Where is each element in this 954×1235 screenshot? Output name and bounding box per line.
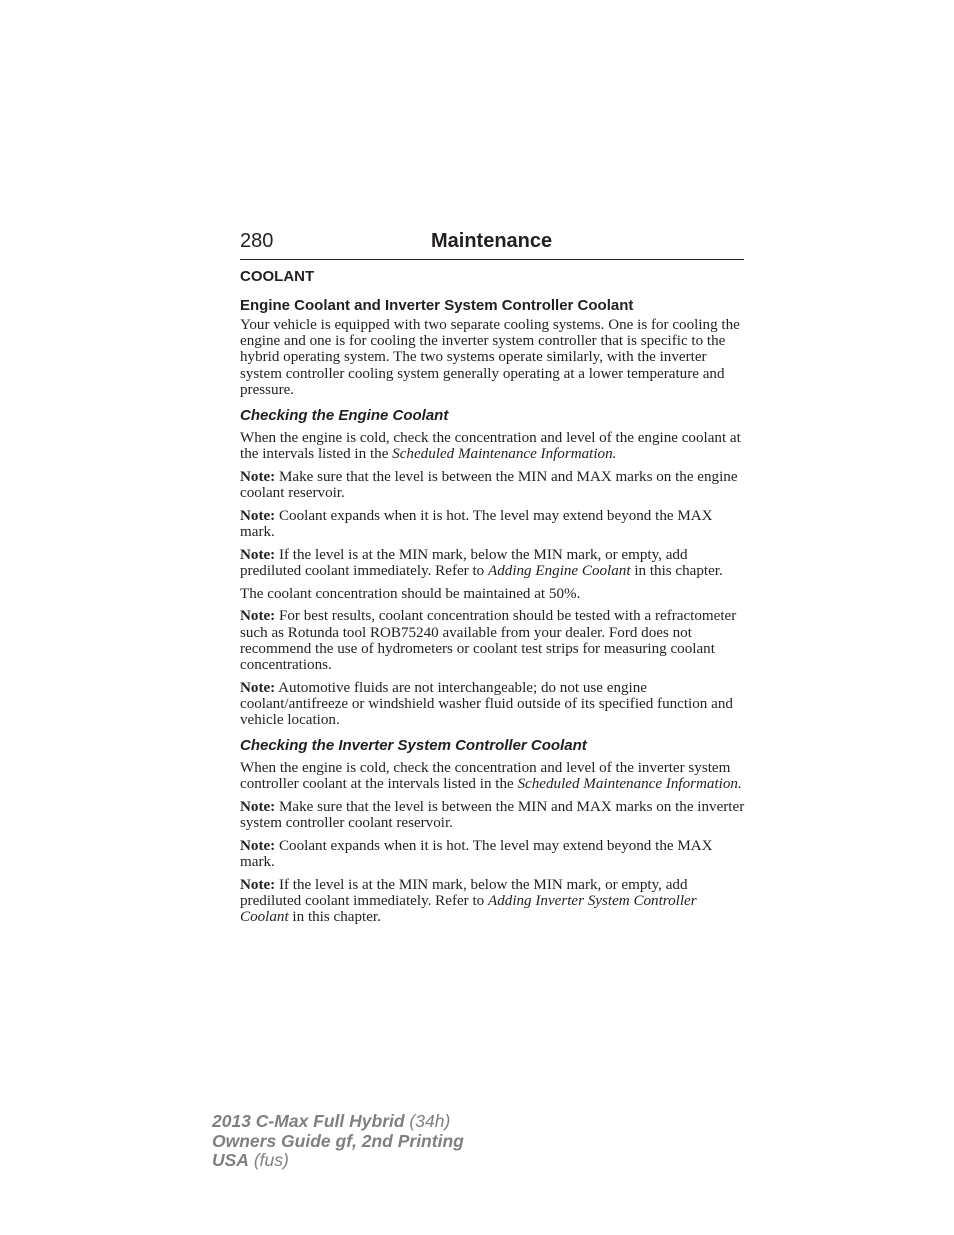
footer-market: USA (fus) — [212, 1150, 289, 1170]
inverter-note-level: Note: Make sure that the level is between the MIN and MAX marks on the inverter system controller coolant reservoir. — [240, 799, 745, 832]
subsection-title: Engine Coolant and Inverter System Controller Coolant — [240, 297, 634, 314]
engine-note-fluids: Note: Automotive fluids are not interchangeable; do not use engine coolant/antifreeze or windshield washer fluid outside of its specified function and vehicle location. — [240, 679, 733, 729]
page-footer — [212, 1112, 612, 1171]
engine-concentration: The coolant concentration should be maintained at 50%. — [240, 585, 581, 602]
cross-reference: Scheduled Maintenance Information. — [517, 776, 742, 793]
inverter-coolant-heading: Checking the Inverter System Controller Coolant — [240, 737, 587, 755]
engine-note-expands: Note: Coolant expands when it is hot. The level may extend beyond the MAX mark. — [240, 507, 713, 541]
page-header — [240, 228, 744, 260]
footer-model: 2013 C-Max Full Hybrid (34h) — [212, 1111, 451, 1131]
note-label: Note: — [240, 608, 276, 625]
note-label: Note: — [240, 679, 276, 696]
inverter-check-paragraph: When the engine is cold, check the concentration and level of the inverter system controller coolant at the intervals listed in the Scheduled Maintenance Information. — [240, 760, 742, 793]
engine-note-min: Note: If the level is at the MIN mark, below the MIN mark, or empty, add prediluted coolant immediately. Refer to Adding Engine Coolant in this chapter. — [240, 546, 723, 579]
section-title: COOLANT — [240, 268, 315, 285]
footer-guide: Owners Guide gf, 2nd Printing — [212, 1130, 464, 1151]
note-label: Note: — [240, 876, 276, 893]
page-content — [240, 268, 746, 932]
inverter-note-expands: Note: Coolant expands when it is hot. The level may extend beyond the MAX mark. — [240, 838, 713, 871]
note-label: Note: — [240, 838, 276, 855]
page-number: 280 — [240, 230, 274, 252]
cross-reference: Adding Inverter System Controller Coolant — [240, 893, 697, 926]
intro-paragraph: Your vehicle is equipped with two separate cooling systems. One is for cooling the engine and one is for cooling the inverter system controller that is specific to the hybrid operating system. The two systems operate similarly, with the inverter system controller cooling system generally operating at a lower temperature and pressure. — [240, 317, 740, 398]
engine-note-level: Note: Make sure that the level is between the MIN and MAX marks on the engine coolant reservoir. — [240, 468, 738, 502]
inverter-note-min: Note: If the level is at the MIN mark, below the MIN mark, or empty, add prediluted coolant immediately. Refer to Adding Inverter System Controller Coolant in this chapter. — [240, 876, 697, 926]
note-label: Note: — [240, 799, 276, 816]
cross-reference: Adding Engine Coolant — [488, 562, 631, 579]
cross-reference: Scheduled Maintenance Information. — [392, 446, 617, 463]
engine-coolant-heading: Checking the Engine Coolant — [240, 407, 449, 425]
chapter-title: Maintenance — [431, 230, 553, 252]
note-label: Note: — [240, 546, 276, 563]
note-label: Note: — [240, 468, 276, 485]
engine-note-refractometer: Note: For best results, coolant concentration should be tested with a refractometer such as Rotunda tool ROB75240 available from your dealer. Ford does not recommend the use of hydrometers or coolant test strips for measuring coolant concentrations. — [240, 608, 737, 673]
engine-check-paragraph: When the engine is cold, check the concentration and level of the engine coolant at the intervals listed in the Scheduled Maintenance Information. — [240, 430, 741, 463]
note-label: Note: — [240, 507, 276, 524]
